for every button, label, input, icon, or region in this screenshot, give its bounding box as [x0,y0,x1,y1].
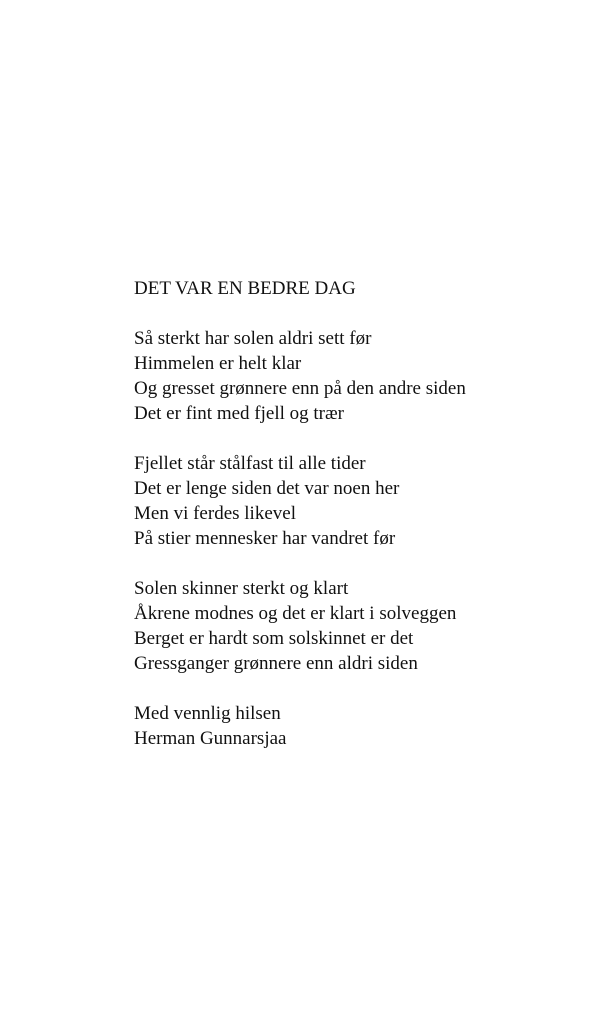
poem-title: DET VAR EN BEDRE DAG [134,278,356,299]
poem-line: Solen skinner sterkt og klart [134,578,349,599]
stanza-3 [134,576,594,676]
poem-line: Berget er hardt som solskinnet er det [134,628,414,649]
poem-line: Himmelen er helt klar [134,353,302,374]
poem-line: Men vi ferdes likevel [134,503,296,524]
stanza-2 [134,451,594,551]
poem-line: Fjellet står stålfast til alle tider [134,453,366,474]
poem-line: På stier mennesker har vandret før [134,528,396,549]
poem-line: Gressganger grønnere enn aldri siden [134,653,418,674]
poem-line: Åkrene modnes og det er klart i solveggen [134,603,457,624]
poem-text-block [134,276,594,751]
poem-line: Og gresset grønnere enn på den andre siden [134,378,466,399]
poem-line: Så sterkt har solen aldri sett før [134,328,372,349]
poem-line: Det er lenge siden det var noen her [134,478,400,499]
poem-line: Det er fint med fjell og trær [134,403,344,424]
signature-block [134,701,594,751]
closing-text: Med vennlig hilsen [134,703,281,724]
stanza-1 [134,326,594,426]
author-name: Herman Gunnarsjaa [134,728,287,749]
